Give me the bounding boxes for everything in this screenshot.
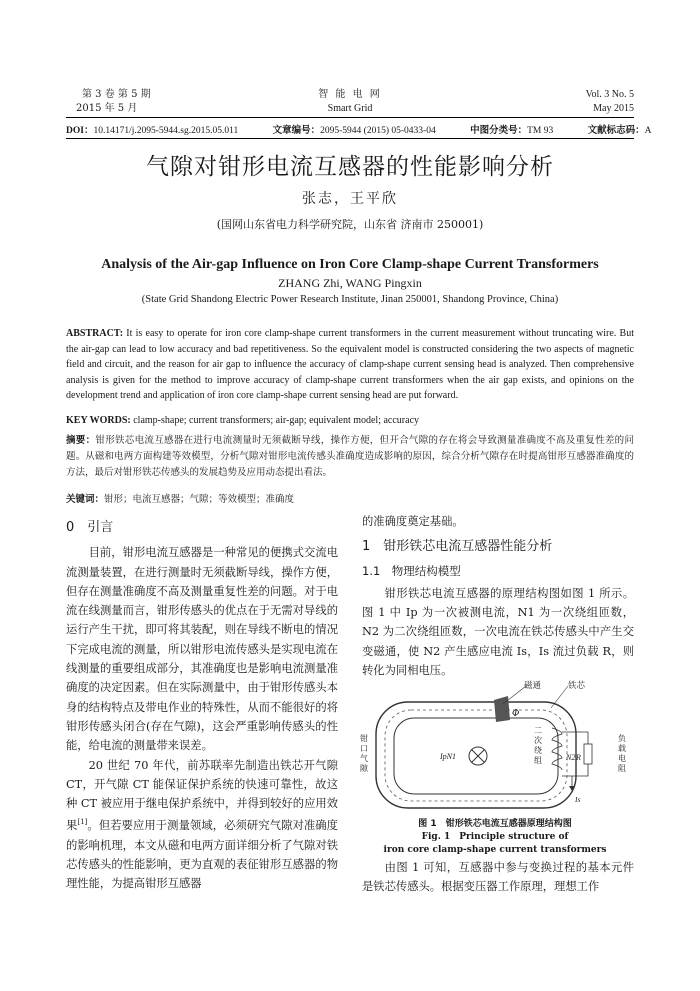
label-primary: IpN1 xyxy=(440,752,456,761)
label-is: Is xyxy=(575,795,581,804)
load-resistor xyxy=(584,744,592,764)
right-column-bottom xyxy=(362,858,634,897)
keywords-cn: 关键词：钳形；电流互感器；气隙；等效模型；准确度 xyxy=(66,494,295,505)
section-0-title: 0 引言 xyxy=(66,520,114,535)
keywords-en: KEY WORDS: clamp-shape; current transformers; air-gap; equivalent model; accuracy xyxy=(66,415,420,426)
header-journal-cn: 智 能 电 网 xyxy=(318,89,382,100)
clc-number: TM 93 xyxy=(527,126,554,136)
right-column xyxy=(362,512,634,680)
article-meta: DOI：10.14171/j.2095-5944.sg.2015.05.011 文章编号：2095-5944 (2015) 05-0433-04 中图分类号：TM 93 文献标志码：A xyxy=(66,126,652,136)
affiliation-en: (State Grid Shandong Electric Power Research Institute, Jinan 250001, Shandong Province, China) xyxy=(141,294,559,305)
header-date: 2015 年 5 月 xyxy=(76,103,138,114)
title-cn: 气隙对钳形电流互感器的性能影响分析 xyxy=(146,154,554,180)
authors-en: ZHANG Zhi, WANG Pingxin xyxy=(278,276,422,290)
citation-1[interactable]: [1] xyxy=(77,818,88,827)
section-1-title: 1 钳形铁芯电流互感器性能分析 xyxy=(362,539,553,555)
paragraph-continued: 的准确度奠定基础。 xyxy=(362,515,464,528)
figure-1-caption-en-1: Fig. 1 Principle structure of xyxy=(421,832,569,842)
figure-1-caption-cn: 图 1 钳形铁芯电流互感器原理结构图 xyxy=(418,819,572,829)
meta-rule xyxy=(66,138,634,139)
section-1-1-paragraph-2: 由图 1 可知，互感器中参与变换过程的基本元件是铁芯传感头。根据变压器工作原理，理想工作 xyxy=(362,861,634,894)
label-secondary: 二次绕组 xyxy=(534,726,542,765)
intro-paragraph-2: 20 世纪 70 年代，前苏联率先制造出铁芯开气隙 CT，开气隙 CT 能保证保护系统的快速可靠性，故这种 CT 被应用于继电保护系统中，并得到较好的应用效果[1]。但若要应用于测量领域，必须研究气隙对准确度的影响机理，本文从磁和电两方面详细分析了气隙对铁芯传感头的性能影响，更为直观的表征钳形互感器的物理性能，为提高钳形互感器 xyxy=(66,758,338,891)
authors-cn: 张志，王平欣 xyxy=(302,191,398,207)
figure-1-caption-en-2: iron core clamp-shape current transformers xyxy=(383,845,607,855)
abstract-cn: 摘要：钳形铁芯电流互感器在进行电流测量时无须截断导线，操作方便，但开合气隙的存在将会导致测量准确度不高及重复性差的问题。从磁和电两方面构建等效模型，分析气隙对钳形电流传感头准确度造成影响的原因，综合分析气隙存在时提高钳形互感器准确度的方法，最后对钳形铁芯传感头的发展趋势及应用动态提出看法。 xyxy=(66,435,634,478)
intro-paragraph-1: 目前，钳形电流互感器是一种常见的便携式交流电流测量装置，在进行测量时无须截断导线，操作方便，但存在测量准确度不高及测量重复性差的问题。对于电流在线测量而言，钳形传感头的优点在于无需对导线的运行产生干扰，即可将其装配，则在导线不断电的情况下完成电流的测量，所以钳形电流传感头是实现电流在线测量的重要组成部分，其准确度也是影响电流测量准确度的决定因素。但在实际测量中，由于钳形传感头本身的结构特点及带电作业的特殊性，从而不能很好的将钳形传感头闭合(存在气隙)，这会严重影响传感头的性能，给电流的测量带来误差。 xyxy=(66,546,338,753)
label-phi: Φ xyxy=(512,709,520,719)
affiliation-cn: (国网山东省电力科学研究院，山东省 济南市 250001) xyxy=(216,218,484,231)
label-core: 铁芯 xyxy=(568,681,586,691)
secondary-winding xyxy=(552,728,562,770)
header-date-en: May 2015 xyxy=(593,103,634,114)
abstract-en: ABSTRACT: It is easy to operate for iron core clamp-shape current transformers in the current measurement without truncating wire. But the air-gap can lead to low accuracy and bad repetitiveness. So the equivalent model is constructed considering the two aspects of magnetic field and circuit, and the reason for air gap to influence the accuracy of clamp-shape current sensing head is analyzed. Then comprehensive analysis is given for the method to improve accuracy of clamp-shape current transformers when the air gap exists, and opinions on the development trend and application of iron core clamp-shape current sensing head are put forward. xyxy=(66,328,635,401)
air-gap-block xyxy=(494,696,510,722)
article-number: 2095-5944 (2015) 05-0433-04 xyxy=(320,126,436,136)
figure-1-diagram xyxy=(356,680,634,820)
header-volume-en: Vol. 3 No. 5 xyxy=(585,89,634,100)
title-en: Analysis of the Air-gap Influence on Iron Core Clamp-shape Current Transformers xyxy=(101,257,599,272)
header-volume: 第 3 卷 第 5 期 xyxy=(82,89,151,100)
figure-1 xyxy=(356,680,634,820)
section-1-1-paragraph: 钳形铁芯电流互感器的原理结构图如图 1 所示。图 1 中 Ip 为一次被测电流，N1 为一次绕组匝数，N2 为二次绕组匝数，一次电流在铁芯传感头中产生交变磁通，使 N2 产生感应电流 Is，Is 流过负载 R，则转化为同相电压。 xyxy=(362,586,634,678)
label-jaw-gap: 钳口气隙 xyxy=(360,734,368,773)
header-journal-en: Smart Grid xyxy=(327,103,373,114)
label-r: R xyxy=(576,753,581,762)
label-gap-flux: 磁通 xyxy=(524,681,542,691)
label-n2: N2 xyxy=(566,753,576,762)
left-column xyxy=(66,518,338,893)
doi: 10.14171/j.2095-5944.sg.2015.05.011 xyxy=(93,126,239,136)
label-load: 负载电阻 xyxy=(618,734,626,773)
document-code: A xyxy=(644,126,652,136)
header-rule xyxy=(66,117,634,118)
section-1-1-title: 1.1 物理结构模型 xyxy=(362,563,461,578)
